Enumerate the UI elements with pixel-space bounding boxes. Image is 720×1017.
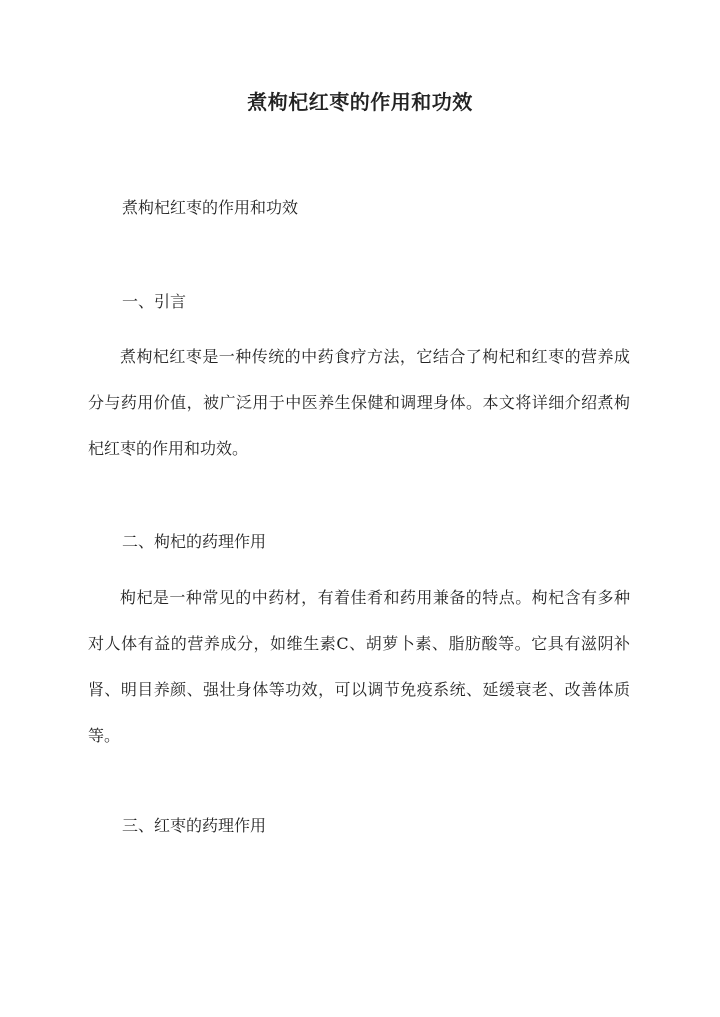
section-body-intro: 煮枸杞红枣是一种传统的中药食疗方法，它结合了枸杞和红枣的营养成分与药用价值，被广泛用于中医养生保健和调理身体。本文将详细介绍煮枸杞红枣的作用和功效。 <box>88 347 630 458</box>
section-heading-jujube: 三、红枣的药理作用 <box>122 816 267 835</box>
section-heading-goji: 二、枸杞的药理作用 <box>122 532 267 551</box>
document-subtitle: 煮枸杞红枣的作用和功效 <box>122 198 299 217</box>
section-heading-intro: 一、引言 <box>122 292 187 311</box>
section-body-goji: 枸杞是一种常见的中药材，有着佳肴和药用兼备的特点。枸杞含有多种对人体有益的营养成分，如维生素C、胡萝卜素、脂肪酸等。它具有滋阴补肾、明目养颜、强壮身体等功效，可以调节免疫系统、延缓衰老、改善体质等。 <box>88 588 630 745</box>
document-title: 煮枸杞红枣的作用和功效 <box>247 90 473 114</box>
